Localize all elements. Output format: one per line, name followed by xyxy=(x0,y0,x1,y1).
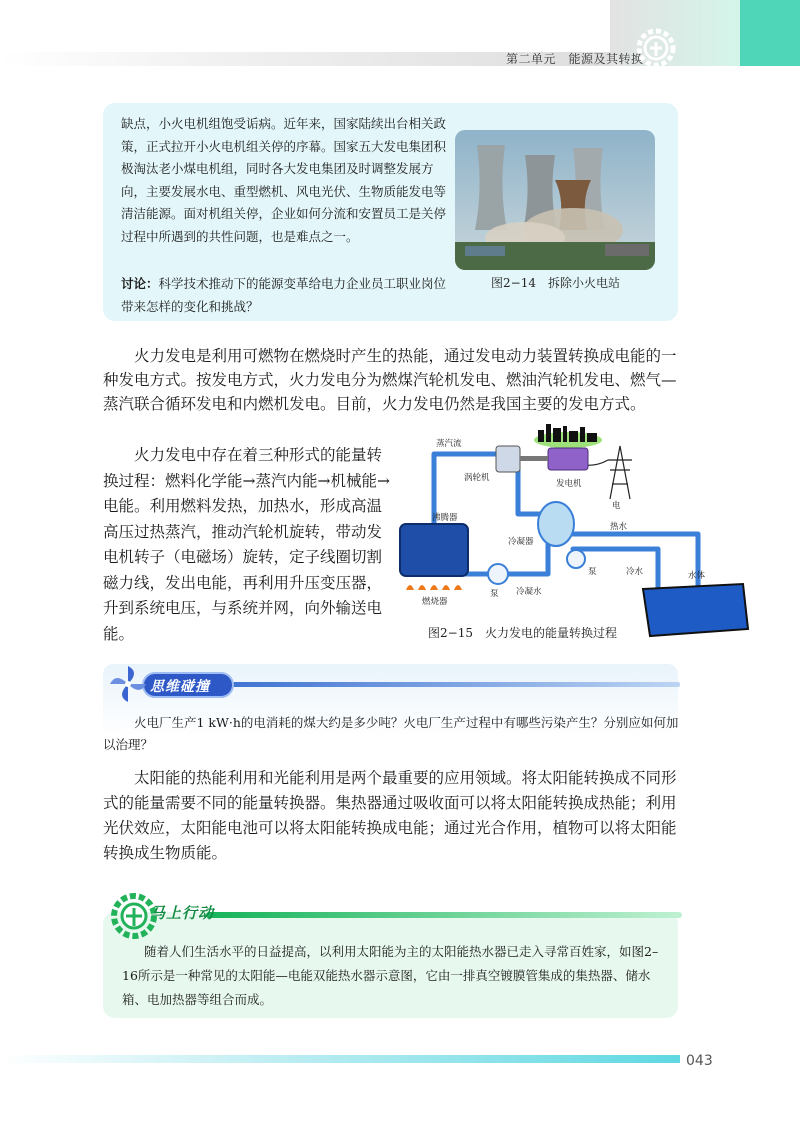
label-generator: 发电机 xyxy=(556,479,582,489)
think-question: 火电厂生产1 kW·h的电消耗的煤大约是多少吨？火电厂生产过程中有哪些污染产生？分别应如何加以治理？ xyxy=(103,715,679,752)
label-condensate: 冷凝水 xyxy=(516,587,542,597)
water-body-icon xyxy=(643,584,748,636)
header-teal-block xyxy=(740,0,800,66)
discussion-text: 科学技术推动下的能源变革给电力企业员工职业岗位带来怎样的变化和挑战？ xyxy=(121,276,447,314)
label-pump-2: 泵 xyxy=(588,567,597,577)
gear-logo-icon xyxy=(634,26,678,70)
action-text: 随着人们生活水平的日益提高，以利用太阳能为主的太阳能热水器已走入寻常百姓家，如图2–16所示是一种常见的太阳能—电能双能热水器示意图，它由一排真空镀膜管集成的集热器、储水箱、电加热器等组合而成。 xyxy=(122,944,659,1007)
figure-2-15-caption: 图2−15 火力发电的能量转换过程 xyxy=(428,626,617,640)
city-skyline-icon xyxy=(534,424,602,448)
paragraph-solar-energy: 太阳能的热能利用和光能利用是两个最重要的应用领域。将太阳能转换成不同形式的能量需要不同的能量转换器。集热器通过吸收面可以将太阳能转换成热能；利用光伏效应，太阳能电池可以将太阳能转换成电能；通过光合作用，植物可以将太阳能转换成生物质能。 xyxy=(103,769,677,862)
label-condenser: 冷凝器 xyxy=(508,537,534,547)
discussion xyxy=(121,273,451,318)
unit-title: 第二单元 能源及其转换 xyxy=(506,52,644,66)
pump-icon xyxy=(567,550,585,568)
label-boiler: 沸腾器 xyxy=(432,513,458,523)
paragraph-thermal-power: 火力发电是利用可燃物在燃烧时产生的热能，通过发电动力装置转换成电能的一种发电方式。按发电方式，火力发电分为燃煤汽轮机发电、燃油汽轮机发电、燃气—蒸汽联合循环发电和内燃机发电。目前，火力发电仍然是我国主要的发电方式。 xyxy=(103,347,677,413)
discussion-label: 讨论： xyxy=(121,276,159,291)
paragraph-energy-conversion: 火力发电中存在着三种形式的能量转换过程：燃料化学能→蒸汽内能→机械能→电能。利用燃料发热，加热水，形成高温高压过热蒸汽，推动汽轮机旋转，带动发电机转子（电磁场）旋转，定子线圈切割磁力线，发出电能，再利用升压变压器，升到系统电压，与系统并网，向外输送电能。 xyxy=(103,446,390,643)
label-electricity: 电 xyxy=(612,501,621,511)
footer-rule xyxy=(0,1055,680,1063)
page-number: 043 xyxy=(686,1053,713,1069)
think-section-rule xyxy=(210,682,680,687)
generator-icon xyxy=(548,448,588,470)
turbine-icon xyxy=(496,446,520,472)
figure-2-14-caption: 图2−14 拆除小火电站 xyxy=(491,276,620,290)
info-text: 缺点，小火电机组饱受诟病。近年来，国家陆续出台相关政策，正式拉开小火电机组关停的序幕。国家五大发电集团积极淘汰老小煤电机组，同时各大发电集团及时调整发展方向，主要发展水电、重型燃机、风电光伏、生物质能发电等清洁能源。面对机组关停，企业如何分流和安置员工是关停过程中所遇到的共性问题，也是难点之一。 xyxy=(121,116,447,244)
think-title: 思维碰撞 xyxy=(150,679,210,695)
burner-flame-icon xyxy=(406,585,462,590)
case-info-box xyxy=(103,103,678,321)
label-water-body: 水体 xyxy=(688,571,706,581)
demolition-photo xyxy=(455,130,655,270)
label-burner: 燃烧器 xyxy=(422,597,448,607)
boiler-icon xyxy=(400,524,468,576)
thermal-power-diagram xyxy=(398,424,750,644)
label-steam: 蒸汽流 xyxy=(436,439,462,449)
pinwheel-icon xyxy=(106,662,150,706)
action-title: 马上行动 xyxy=(150,904,215,922)
label-hot-water: 热水 xyxy=(610,522,628,532)
label-pump-1: 泵 xyxy=(490,589,499,599)
action-section-rule xyxy=(206,912,682,918)
header-band xyxy=(0,0,800,66)
label-turbine: 涡轮机 xyxy=(464,473,490,483)
pump-icon xyxy=(488,564,508,584)
condenser-icon xyxy=(538,502,574,546)
label-cold-water: 冷水 xyxy=(626,567,644,577)
